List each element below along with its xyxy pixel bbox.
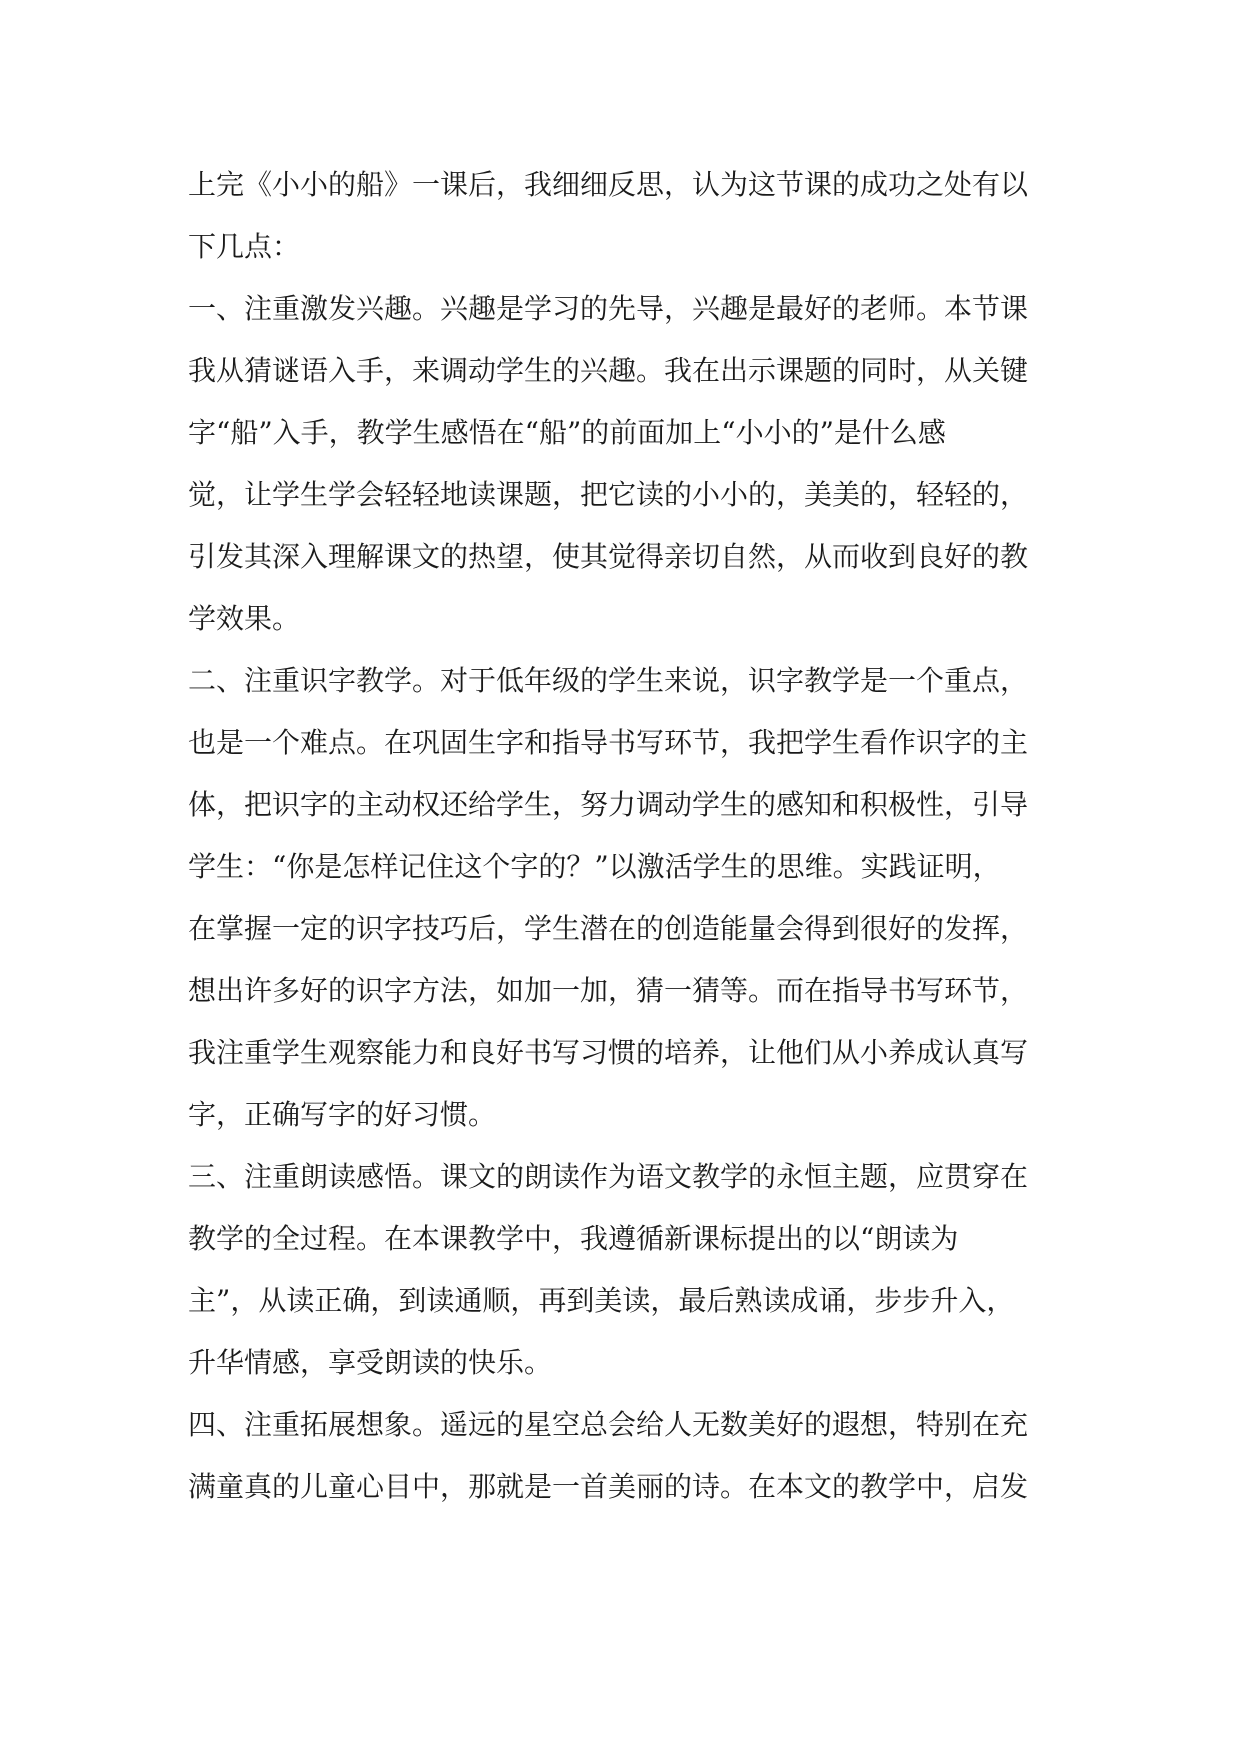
text-line: 引发其深入理解课文的热望，使其觉得亲切自然，从而收到良好的教 [188, 540, 1029, 573]
text-line: 主”，从读正确，到读通顺，再到美读，最后熟读成诵，步步升入， [188, 1284, 1015, 1317]
text-line: 在掌握一定的识字技巧后，学生潜在的创造能量会得到很好的发挥， [188, 912, 1029, 945]
text-line: 学效果。 [188, 602, 301, 635]
section-1-line: 一、注重激发兴趣。兴趣是学习的先导，兴趣是最好的老师。本节课 [188, 292, 1029, 325]
text-line: 上完《小小的船》一课后，我细细反思，认为这节课的成功之处有以 [188, 168, 1029, 201]
text-line: 下几点： [188, 230, 301, 263]
text-line: 教学的全过程。在本课教学中，我遵循新课标提出的以“朗读为 [188, 1222, 959, 1255]
section-2-line: 二、注重识字教学。对于低年级的学生来说，识字教学是一个重点， [188, 664, 1029, 697]
text-line: 学生：“你是怎样记住这个字的？”以激活学生的思维。实践证明， [188, 850, 1001, 883]
text-line: 体，把识字的主动权还给学生，努力调动学生的感知和积极性，引导 [188, 788, 1029, 821]
text-line: 想出许多好的识字方法，如加一加，猜一猜等。而在指导书写环节， [188, 974, 1029, 1007]
text-line: 满童真的儿童心目中，那就是一首美丽的诗。在本文的教学中，启发 [188, 1470, 1029, 1503]
text-line: 我从猜谜语入手，来调动学生的兴趣。我在出示课题的同时，从关键 [188, 354, 1029, 387]
document-body [188, 154, 1068, 1518]
text-line: 升华情感，享受朗读的快乐。 [188, 1346, 553, 1379]
text-line: 字“船”入手，教学生感悟在“船”的前面加上“小小的”是什么感 [188, 416, 946, 449]
section-3-line: 三、注重朗读感悟。课文的朗读作为语文教学的永恒主题，应贯穿在 [188, 1160, 1029, 1193]
text-line: 字，正确写字的好习惯。 [188, 1098, 497, 1131]
section-4-line: 四、注重拓展想象。遥远的星空总会给人无数美好的遐想，特别在充 [188, 1408, 1029, 1441]
text-line: 觉，让学生学会轻轻地读课题，把它读的小小的，美美的，轻轻的， [188, 478, 1029, 511]
text-line: 我注重学生观察能力和良好书写习惯的培养，让他们从小养成认真写 [188, 1036, 1029, 1069]
text-line: 也是一个难点。在巩固生字和指导书写环节，我把学生看作识字的主 [188, 726, 1029, 759]
